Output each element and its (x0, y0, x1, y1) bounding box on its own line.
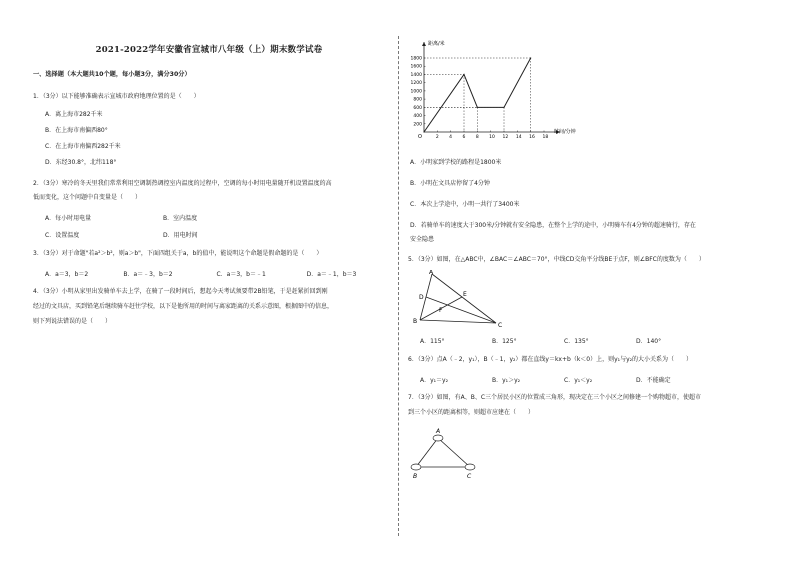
community-c-label: C (467, 473, 472, 480)
question-2-options-row1 (45, 213, 385, 222)
x-tick-label: 2 (435, 135, 439, 140)
question-1-option-c: C．在上海市南偏西282千米 (45, 143, 121, 150)
x-tick-label: 8 (475, 135, 479, 140)
question-6-option-b: B．y₁＞y₂ (492, 377, 521, 384)
community-a-marker (433, 435, 443, 441)
page-title: 2021-2022学年安徽省宣城市八年级（上）期末数学试卷 (95, 45, 323, 55)
section-heading: 一、选择题（本大题共10个题，每小题3分，满分30分） (33, 71, 191, 78)
triangle-abc-figure (412, 270, 512, 330)
question-4-option-b: B．小明在文具店停留了4分钟 (410, 180, 490, 187)
y-tick-label: 200 (413, 122, 422, 128)
x-axis-label: 时间/分钟 (554, 129, 576, 135)
question-5-option-a: A．115° (420, 338, 445, 345)
question-5-stem: 5．（3分）如图，在△ABC中，∠BAC＝∠ABC＝70°，中线CD交角平分线BE于点F，则∠BFC的度数为（ ） (408, 256, 705, 263)
data-point (423, 131, 424, 132)
point-d-label: D (419, 294, 424, 301)
question-6-option-c: C．y₁＜y₂ (564, 377, 593, 384)
question-3-options (45, 269, 385, 278)
question-3 (33, 247, 385, 278)
column-divider (398, 36, 399, 536)
left-column (33, 36, 385, 328)
community-a-label: A (436, 428, 441, 435)
y-axis-arrow (422, 42, 426, 46)
y-tick-label: 1800 (410, 56, 422, 62)
x-tick-label: 10 (489, 135, 495, 140)
segment-ac (432, 274, 496, 323)
y-tick-label: 1600 (410, 64, 422, 70)
question-6 (408, 353, 778, 384)
question-1-option-a: A．离上海市282千米 (45, 111, 103, 118)
question-4-options (408, 157, 778, 245)
point-e-label: E (463, 291, 467, 298)
data-point (463, 74, 464, 75)
data-point (503, 107, 504, 108)
x-tick-label: 16 (529, 135, 535, 140)
vertex-c-label: C (498, 322, 503, 329)
question-5-option-c: C．135° (564, 338, 589, 345)
segment-ab (416, 438, 438, 467)
community-b-marker (411, 464, 421, 470)
question-2-stem-line1: 2．（3分）寒冷的冬天里我们常常利用空调制热调控室内温度的过程中，空调的每小时用电量随开机设置温度的高 (33, 180, 332, 187)
segment-bc (420, 320, 496, 323)
question-6-option-a: A．y₁＝y₂ (420, 377, 449, 384)
question-1-option-b: B．在上海市南偏西80° (45, 127, 108, 134)
origin-label: O (418, 134, 422, 140)
question-1-option-d: D．东经30.8°，北纬118° (45, 159, 117, 166)
question-7-stem-line1: 7．（3分）如图，有A、B、C三个居民小区的位置成三角形，现决定在三个小区之间修建一个购物超市，使超市 (408, 394, 702, 401)
y-tick-label: 600 (413, 105, 422, 111)
y-axis-label: 距离/米 (428, 41, 445, 47)
point-f-label: F (439, 307, 443, 314)
question-3-option-d: D．a＝﹣1，b＝3 (306, 271, 357, 278)
right-column (408, 36, 778, 487)
question-5-option-d: D．140° (636, 338, 662, 345)
question-3-option-c: C．a＝3，b＝﹣1 (216, 271, 266, 278)
question-4-stem-line2: 经过的文具店，买到铅笔后继续骑车赶往学校，以下是他所用的时间与离家距离的关系示意图，根据图中的信息， (33, 303, 334, 310)
question-1 (33, 90, 385, 168)
data-point (477, 107, 478, 108)
question-2-option-b: B．室内温度 (163, 215, 198, 222)
x-tick-label: 18 (542, 135, 549, 140)
data-point (530, 57, 531, 58)
question-4-stem-line3: 则下列说法错误的是（ ） (33, 318, 112, 325)
question-1-stem: 1．（3分）以下能够准确表示宣城市政府地理位置的是（ ） (33, 93, 200, 100)
question-4-option-c: C．本次上学途中，小明一共行了3400米 (410, 201, 520, 208)
vertex-b-label: B (413, 318, 418, 325)
community-b-label: B (413, 473, 418, 480)
x-tick-label: 12 (502, 135, 509, 140)
question-7 (408, 392, 778, 487)
question-6-option-d: D．不能确定 (636, 377, 671, 384)
question-2-options-row2 (45, 230, 385, 239)
distance-series-line (424, 58, 531, 132)
segment-cd (426, 297, 496, 323)
y-tick-label: 400 (413, 114, 422, 120)
question-4-option-d-line1: D．若骑单车的速度大于300米/分钟就有安全隐患，在整个上学的途中，小明骑车有4分钟的超速骑行，存在 (410, 222, 696, 229)
question-3-stem: 3．（3分）对于命题"若a²＞b²，则a＞b"，下面四组关于a，b的值中，能说明这个命题是假命题的是（ ） (33, 250, 323, 257)
question-2-option-c: C．设置温度 (45, 232, 80, 239)
question-5-option-b: B．125° (492, 338, 517, 345)
three-communities-figure (408, 427, 498, 487)
question-6-stem: 6．（3分）点A（﹣2，y₁），B（﹣1，y₂）都在直线y＝kx+b（k＜0）上，则y₁与y₂的大小关系为（ ） (408, 356, 693, 363)
question-2-option-a: A．每小时用电量 (45, 215, 92, 222)
x-tick-label: 4 (449, 135, 453, 140)
question-5 (408, 253, 778, 345)
question-6-options (420, 375, 778, 384)
y-tick-label: 1400 (410, 72, 422, 78)
question-2-stem-line2: 低而变化，这个问题中自变量是（ ） (33, 194, 142, 201)
question-7-stem-line2: 到三个小区的距离相等，则超市应建在（ ） (408, 409, 535, 416)
x-tick-label: 6 (462, 135, 466, 140)
question-4-option-a: A．小明家到学校的路程是1800米 (410, 159, 502, 166)
question-3-option-a: A．a＝3，b＝2 (45, 271, 89, 278)
y-tick-label: 1000 (410, 89, 422, 95)
question-4 (33, 286, 385, 328)
question-4-stem-line1: 4．（3分）小明从家里出发骑单车去上学，在骑了一段时间后，想起今天考试须要带2B铅笔，于是赶紧折回到刚 (33, 288, 328, 295)
x-tick-label: 14 (515, 135, 522, 140)
y-tick-label: 800 (413, 97, 422, 103)
question-5-options (420, 336, 778, 345)
community-c-marker (465, 464, 475, 470)
distance-time-chart (404, 36, 584, 152)
question-2-option-d: D．用电时间 (163, 232, 198, 239)
segment-ac (438, 438, 470, 467)
vertex-a-label: A (429, 270, 434, 276)
question-3-option-b: B．a＝﹣3，b＝2 (123, 271, 173, 278)
y-tick-label: 1200 (410, 81, 422, 87)
question-2 (33, 177, 385, 239)
question-4-option-d-line2: 安全隐患 (410, 236, 435, 243)
